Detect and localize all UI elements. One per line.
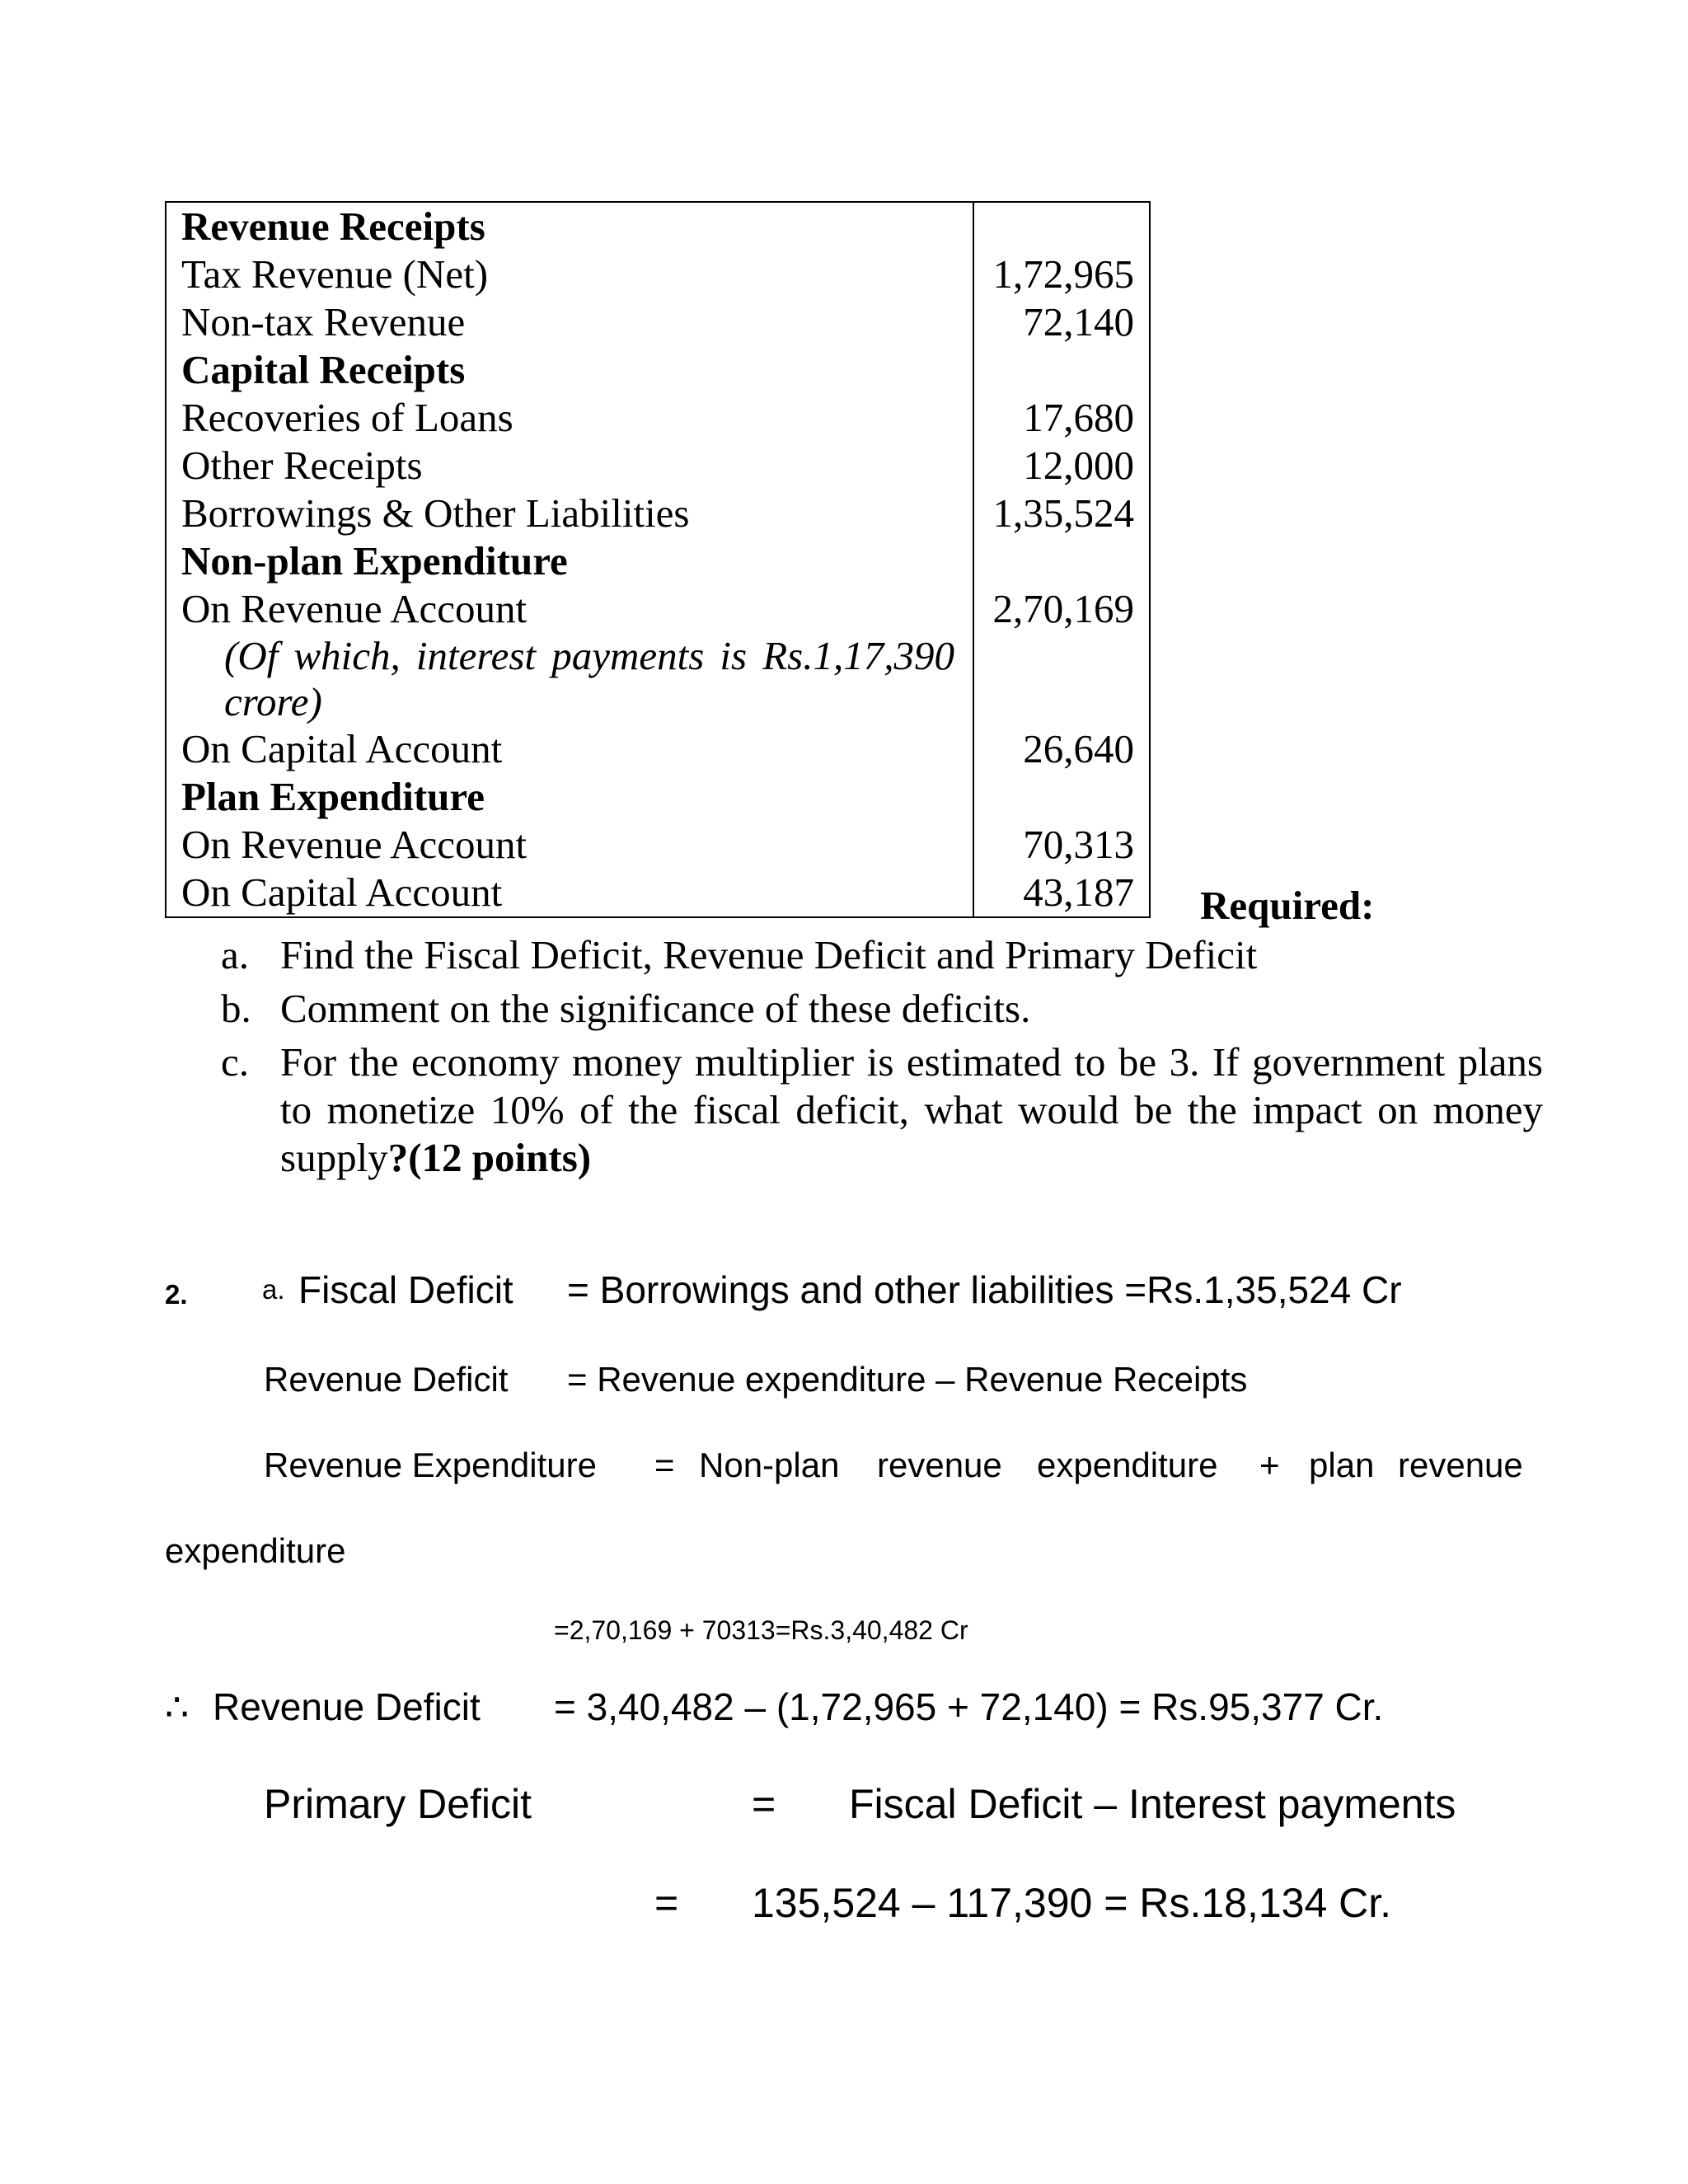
table-label: Non-tax Revenue [166,298,973,346]
table-row [166,442,1150,490]
table-label: On Revenue Account [166,821,973,869]
table-label: Borrowings & Other Liabilities [166,490,973,537]
section-heading: Revenue Receipts [166,202,973,251]
primary-deficit-equals: = [752,1781,776,1827]
table-value [973,537,1150,585]
question-item [216,931,1543,979]
revenue-expenditure-equals: = [654,1446,675,1484]
table-value: 72,140 [973,298,1150,346]
table-row [166,537,1150,585]
section-heading: Non-plan Expenditure [166,537,973,585]
receipts-expenditure-table [165,201,1151,918]
revenue-deficit-result-label: Revenue Deficit [213,1685,481,1728]
table-row [166,821,1150,869]
table-label: On Capital Account [166,725,973,773]
table-row [166,394,1150,442]
section-heading: Plan Expenditure [166,773,973,821]
question-item [216,985,1543,1033]
rev-exp-word: + [1259,1446,1280,1484]
fiscal-deficit-label: Fiscal Deficit [298,1268,513,1311]
question-marker: a. [221,932,249,977]
table-value [973,202,1150,251]
question-text: For the economy money multiplier is estimated to be 3. If government plans to monetize 10% of the fiscal deficit, what would be the impact on money supply [280,1039,1543,1180]
revenue-deficit-result: = 3,40,482 – (1,72,965 + 72,140) = Rs.95,377 Cr. [554,1685,1384,1728]
answer-number: 2. [165,1279,188,1310]
revenue-deficit-label: Revenue Deficit [264,1360,509,1399]
table-value: 2,70,169 [973,585,1150,725]
rev-exp-wrap: expenditure [165,1531,346,1570]
table-label: Tax Revenue (Net) [166,251,973,298]
table-row [166,725,1150,773]
table-value: 12,000 [973,442,1150,490]
fiscal-deficit-formula: = Borrowings and other liabilities =Rs.1,35,524 Cr [567,1268,1402,1311]
section-heading: Capital Receipts [166,346,973,394]
table-value: 26,640 [973,725,1150,773]
question-marker: b. [221,986,251,1031]
answer-sub-marker: a. [262,1274,285,1305]
table-row [166,202,1150,251]
table-row [166,251,1150,298]
revenue-deficit-formula: = Revenue expenditure – Revenue Receipts [567,1360,1248,1399]
table-row [166,490,1150,537]
rev-exp-word: revenue [1398,1446,1523,1484]
table-row [166,773,1150,821]
rev-exp-word: plan [1309,1446,1375,1484]
primary-deficit-result: 135,524 – 117,390 = Rs.18,134 Cr. [752,1880,1392,1926]
required-heading: Required: [1200,883,1375,928]
table-row [166,298,1150,346]
question-text: Find the Fiscal Deficit, Revenue Deficit and Primary Deficit [280,932,1258,977]
table-value: 17,680 [973,394,1150,442]
question-item [216,1038,1543,1182]
rev-exp-word: revenue [877,1446,1002,1484]
table-row [166,869,1150,917]
table-value [973,773,1150,821]
table-value [973,346,1150,394]
rev-exp-word: expenditure [1037,1446,1218,1484]
question-marker: c. [221,1039,249,1085]
question-text: Comment on the significance of these deficits. [280,986,1031,1031]
table-label: On Revenue Account [181,586,528,631]
table-row [166,585,1150,725]
revenue-expenditure-label: Revenue Expenditure [264,1446,597,1484]
table-row [166,346,1150,394]
table-value: 70,313 [973,821,1150,869]
table-label: Recoveries of Loans [166,394,973,442]
question-list [216,931,1543,1188]
table-label: On Capital Account [166,869,973,917]
therefore-symbol: ∴ [165,1685,190,1728]
table-value: 1,35,524 [973,490,1150,537]
table-value: 1,72,965 [973,251,1150,298]
primary-deficit-formula: Fiscal Deficit – Interest payments [849,1781,1456,1827]
interest-note: (Of which, interest payments is Rs.1,17,390 crore) [224,633,954,724]
table-label: Other Receipts [166,442,973,490]
table-value: 43,187 [973,869,1150,917]
primary-deficit-equals-2: = [654,1880,679,1926]
primary-deficit-label: Primary Deficit [264,1781,532,1827]
revenue-expenditure-calc: =2,70,169 + 70313=Rs.3,40,482 Cr [554,1615,968,1645]
question-points: ?(12 points) [387,1135,592,1180]
rev-exp-word: Non-plan [699,1446,840,1484]
table-label-with-note [166,585,973,725]
